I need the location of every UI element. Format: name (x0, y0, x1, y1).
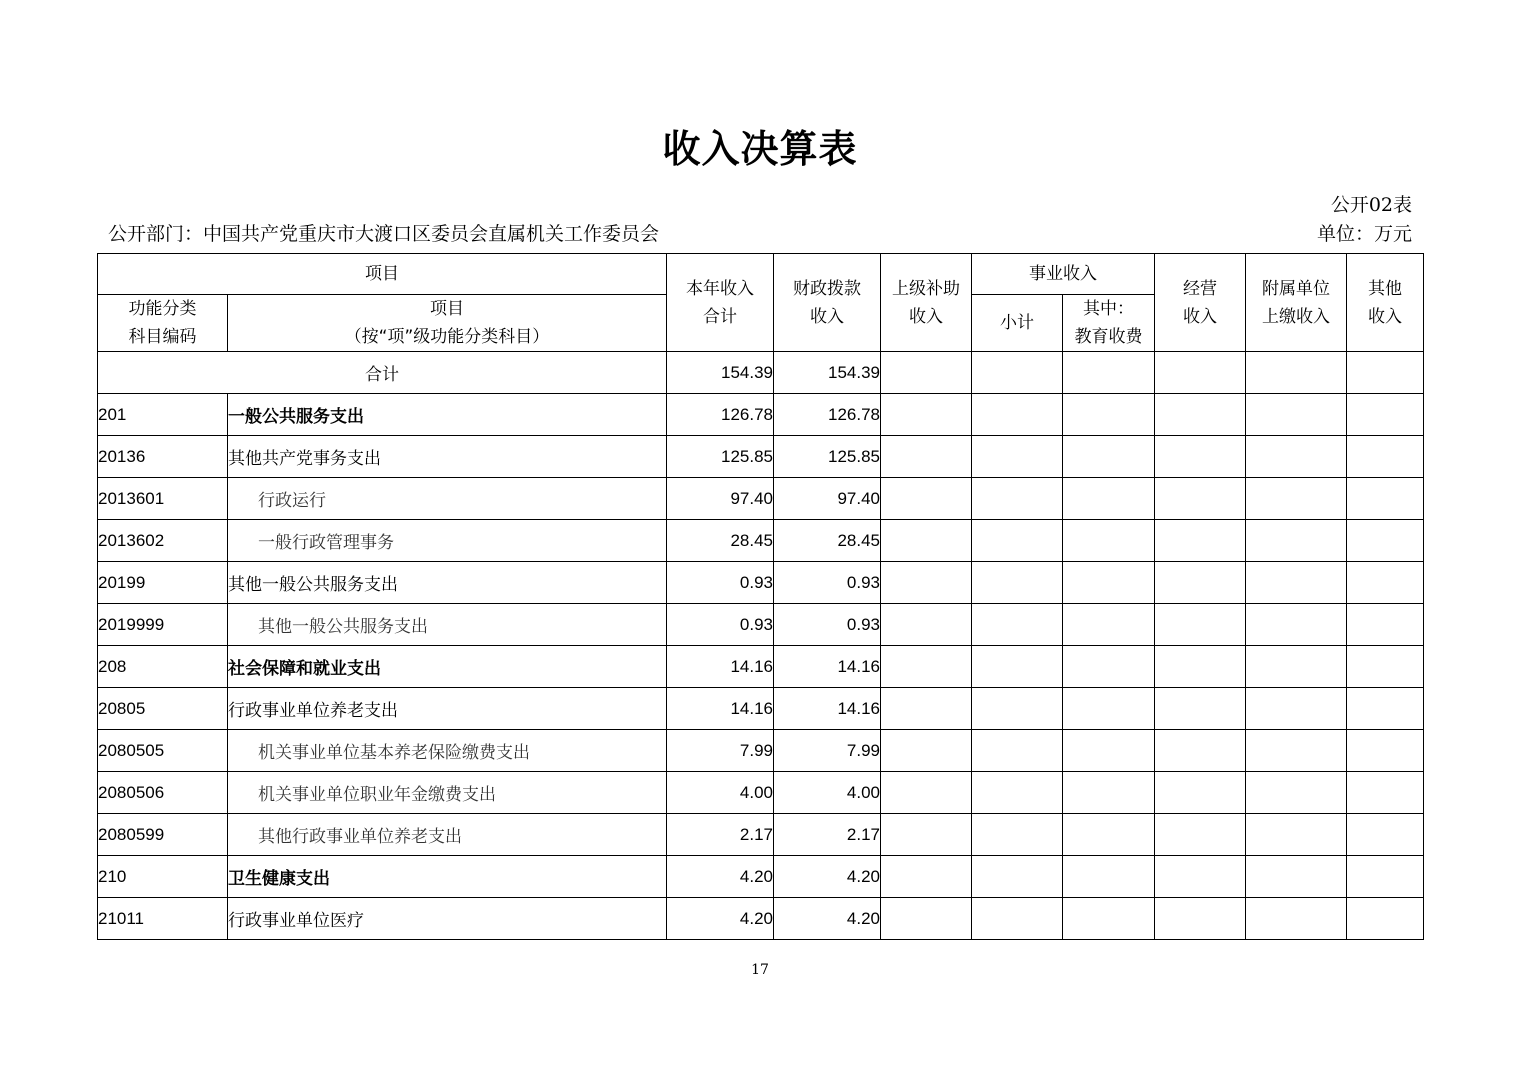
row-other (1347, 772, 1424, 814)
table-row (98, 646, 1424, 688)
row-name: 卫生健康支出 (228, 856, 667, 898)
row-fiscal: 14.16 (774, 688, 881, 730)
row-code: 20136 (98, 436, 228, 478)
row-operating (1155, 436, 1246, 478)
row-superior (881, 898, 972, 940)
row-edu-fee (1063, 856, 1155, 898)
row-superior (881, 856, 972, 898)
header-total-line2: 合计 (703, 306, 737, 327)
row-code: 2080599 (98, 814, 228, 856)
row-total: 7.99 (667, 730, 774, 772)
row-other (1347, 436, 1424, 478)
row-other (1347, 646, 1424, 688)
row-subtotal (972, 814, 1063, 856)
row-code: 2013602 (98, 520, 228, 562)
row-operating (1155, 688, 1246, 730)
row-code: 2013601 (98, 478, 228, 520)
page-number: 17 (751, 962, 769, 978)
row-edu-fee (1063, 730, 1155, 772)
row-affiliate (1246, 898, 1347, 940)
header-other-line1: 其他 (1368, 278, 1402, 299)
row-fiscal: 4.00 (774, 772, 881, 814)
row-code: 21011 (98, 898, 228, 940)
form-number: 公开02表 (1330, 194, 1412, 216)
row-operating (1155, 772, 1246, 814)
row-other (1347, 898, 1424, 940)
row-name: 行政事业单位医疗 (228, 898, 667, 940)
total-row-other (1347, 352, 1424, 394)
row-affiliate (1246, 688, 1347, 730)
row-name: 其他一般公共服务支出 (228, 562, 667, 604)
row-fiscal: 126.78 (774, 394, 881, 436)
table-row (98, 856, 1424, 898)
department-label: 公开部门：中国共产党重庆市大渡口区委员会直属机关工作委员会 (108, 223, 660, 245)
header-item-line2: （按“项”级功能分类科目） (344, 327, 550, 347)
row-superior (881, 436, 972, 478)
header-operating-line2: 收入 (1183, 306, 1217, 327)
header-func-code-line1: 功能分类 (128, 299, 197, 319)
header-other-line2: 收入 (1368, 306, 1402, 327)
header-fiscal-line1: 财政拨款 (793, 278, 861, 299)
row-operating (1155, 814, 1246, 856)
row-superior (881, 814, 972, 856)
header-fiscal-line2: 收入 (810, 306, 844, 327)
row-subtotal (972, 478, 1063, 520)
table-row (98, 898, 1424, 940)
total-row-label: 合计 (98, 352, 667, 394)
row-name: 行政运行 (228, 478, 667, 520)
row-other (1347, 856, 1424, 898)
table-row (98, 394, 1424, 436)
row-subtotal (972, 856, 1063, 898)
row-fiscal: 125.85 (774, 436, 881, 478)
row-operating (1155, 646, 1246, 688)
row-affiliate (1246, 856, 1347, 898)
total-row-affiliate (1246, 352, 1347, 394)
row-fiscal: 0.93 (774, 562, 881, 604)
row-edu-fee (1063, 520, 1155, 562)
header-operating-line1: 经营 (1183, 278, 1217, 299)
row-total: 4.00 (667, 772, 774, 814)
row-operating (1155, 730, 1246, 772)
row-edu-fee (1063, 436, 1155, 478)
row-superior (881, 604, 972, 646)
row-affiliate (1246, 394, 1347, 436)
row-superior (881, 772, 972, 814)
row-affiliate (1246, 730, 1347, 772)
row-code: 2080506 (98, 772, 228, 814)
row-name: 其他共产党事务支出 (228, 436, 667, 478)
row-name: 一般公共服务支出 (228, 394, 667, 436)
row-total: 28.45 (667, 520, 774, 562)
header-func-code-line2: 科目编码 (128, 327, 197, 347)
row-name: 社会保障和就业支出 (228, 646, 667, 688)
row-total: 97.40 (667, 478, 774, 520)
row-other (1347, 520, 1424, 562)
total-row-superior (881, 352, 972, 394)
row-fiscal: 4.20 (774, 898, 881, 940)
row-other (1347, 562, 1424, 604)
row-affiliate (1246, 436, 1347, 478)
header-row-1 (98, 254, 1424, 295)
row-total: 0.93 (667, 562, 774, 604)
table-row (98, 520, 1424, 562)
row-edu-fee (1063, 688, 1155, 730)
header-superior-line2: 收入 (909, 306, 943, 327)
total-row-edu-fee (1063, 352, 1155, 394)
row-subtotal (972, 772, 1063, 814)
row-edu-fee (1063, 898, 1155, 940)
page-title: 收入决算表 (662, 127, 858, 171)
row-edu-fee (1063, 394, 1155, 436)
row-code: 2019999 (98, 604, 228, 646)
table-row (98, 772, 1424, 814)
row-affiliate (1246, 814, 1347, 856)
table-row (98, 814, 1424, 856)
row-other (1347, 814, 1424, 856)
row-other (1347, 604, 1424, 646)
header-project: 项目 (98, 254, 667, 295)
row-subtotal (972, 688, 1063, 730)
row-name: 其他行政事业单位养老支出 (228, 814, 667, 856)
row-subtotal (972, 646, 1063, 688)
header-other (1347, 254, 1424, 352)
row-name: 机关事业单位职业年金缴费支出 (228, 772, 667, 814)
row-other (1347, 394, 1424, 436)
row-fiscal: 97.40 (774, 478, 881, 520)
row-operating (1155, 898, 1246, 940)
row-subtotal (972, 436, 1063, 478)
row-total: 4.20 (667, 898, 774, 940)
row-operating (1155, 478, 1246, 520)
row-code: 2080505 (98, 730, 228, 772)
row-fiscal: 7.99 (774, 730, 881, 772)
total-row-total: 154.39 (667, 352, 774, 394)
header-edu-fee (1063, 295, 1155, 352)
row-superior (881, 520, 972, 562)
row-operating (1155, 604, 1246, 646)
row-subtotal (972, 562, 1063, 604)
row-edu-fee (1063, 646, 1155, 688)
row-fiscal: 4.20 (774, 856, 881, 898)
row-subtotal (972, 730, 1063, 772)
row-other (1347, 478, 1424, 520)
row-superior (881, 394, 972, 436)
row-subtotal (972, 898, 1063, 940)
row-operating (1155, 520, 1246, 562)
row-name: 机关事业单位基本养老保险缴费支出 (228, 730, 667, 772)
header-edu-fee-line2: 教育收费 (1074, 327, 1143, 347)
row-affiliate (1246, 646, 1347, 688)
row-subtotal (972, 604, 1063, 646)
row-operating (1155, 856, 1246, 898)
row-total: 0.93 (667, 604, 774, 646)
header-func-code (98, 295, 228, 352)
unit-label: 单位：万元 (1316, 223, 1412, 245)
header-edu-fee-line1: 其中： (1083, 299, 1134, 319)
table-row (98, 436, 1424, 478)
row-other (1347, 730, 1424, 772)
row-code: 208 (98, 646, 228, 688)
row-superior (881, 646, 972, 688)
row-name: 一般行政管理事务 (228, 520, 667, 562)
row-total: 125.85 (667, 436, 774, 478)
header-operating (1155, 254, 1246, 352)
table-row (98, 730, 1424, 772)
header-business: 事业收入 (972, 254, 1155, 295)
row-subtotal (972, 520, 1063, 562)
row-affiliate (1246, 772, 1347, 814)
row-superior (881, 478, 972, 520)
row-fiscal: 0.93 (774, 604, 881, 646)
header-fiscal (774, 254, 881, 352)
row-operating (1155, 394, 1246, 436)
header-affiliate-line1: 附属单位 (1262, 278, 1330, 299)
header-superior (881, 254, 972, 352)
table-row (98, 688, 1424, 730)
row-subtotal (972, 394, 1063, 436)
header-superior-line1: 上级补助 (892, 278, 960, 299)
total-row-fiscal: 154.39 (774, 352, 881, 394)
row-fiscal: 2.17 (774, 814, 881, 856)
header-total (667, 254, 774, 352)
total-row-subtotal (972, 352, 1063, 394)
row-edu-fee (1063, 562, 1155, 604)
table-row (98, 478, 1424, 520)
header-affiliate (1246, 254, 1347, 352)
header-total-line1: 本年收入 (686, 278, 754, 299)
row-total: 14.16 (667, 646, 774, 688)
row-affiliate (1246, 562, 1347, 604)
row-total: 2.17 (667, 814, 774, 856)
row-operating (1155, 562, 1246, 604)
table-row (98, 604, 1424, 646)
header-item-line1: 项目 (430, 299, 464, 319)
table-row (98, 562, 1424, 604)
row-edu-fee (1063, 604, 1155, 646)
row-other (1347, 688, 1424, 730)
total-row-operating (1155, 352, 1246, 394)
row-superior (881, 730, 972, 772)
header-subtotal: 小计 (972, 295, 1063, 352)
row-affiliate (1246, 478, 1347, 520)
income-table (97, 253, 1424, 940)
row-superior (881, 688, 972, 730)
row-name: 行政事业单位养老支出 (228, 688, 667, 730)
row-total: 14.16 (667, 688, 774, 730)
row-fiscal: 14.16 (774, 646, 881, 688)
row-affiliate (1246, 604, 1347, 646)
header-affiliate-line2: 上缴收入 (1262, 306, 1330, 327)
header-item (228, 295, 667, 352)
row-code: 20199 (98, 562, 228, 604)
row-edu-fee (1063, 814, 1155, 856)
row-edu-fee (1063, 772, 1155, 814)
row-name: 其他一般公共服务支出 (228, 604, 667, 646)
row-superior (881, 562, 972, 604)
row-code: 201 (98, 394, 228, 436)
row-code: 20805 (98, 688, 228, 730)
row-total: 4.20 (667, 856, 774, 898)
row-fiscal: 28.45 (774, 520, 881, 562)
row-affiliate (1246, 520, 1347, 562)
row-code: 210 (98, 856, 228, 898)
total-row (98, 352, 1424, 394)
row-total: 126.78 (667, 394, 774, 436)
row-edu-fee (1063, 478, 1155, 520)
